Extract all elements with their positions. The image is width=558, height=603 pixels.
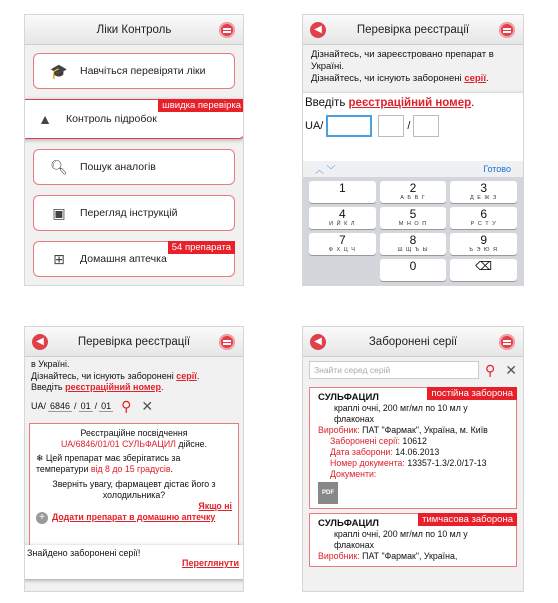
menu-item-instructions[interactable] bbox=[33, 195, 235, 231]
code-row bbox=[305, 115, 519, 137]
add-icon: + bbox=[36, 512, 48, 524]
prompt-text: Введіть bbox=[31, 382, 63, 392]
menu-item-label: Пошук аналогів bbox=[80, 161, 156, 173]
intro-line: Дізнайтесь, чи зареєстровано препарат в Україні. bbox=[311, 49, 494, 72]
maker-label: Виробник: bbox=[318, 425, 360, 435]
digit-key[interactable] bbox=[450, 181, 517, 203]
graduation-cap-icon: 🎓 bbox=[50, 62, 68, 79]
intro-text bbox=[25, 357, 243, 396]
ua-prefix: UA/ bbox=[31, 401, 47, 411]
storage-text: Цей препарат має зберігатись за температури bbox=[36, 452, 181, 474]
drug-name: СУЛЬФАЦИЛ bbox=[318, 518, 379, 529]
drug-desc: краплі очні, 200 мг/мл по 10 мл у флаконах bbox=[334, 529, 468, 550]
screen-title: Перевірка реєстрації bbox=[77, 335, 191, 348]
key-digit: 2 bbox=[409, 181, 417, 195]
maker-value: ПАТ "Фармак", Україна, м. Київ bbox=[362, 425, 488, 435]
menu-icon[interactable] bbox=[499, 22, 515, 38]
if-not-row bbox=[36, 501, 232, 512]
intro-line: в Україні. bbox=[31, 359, 70, 369]
code-field-2[interactable] bbox=[378, 115, 404, 137]
date-value: 14.06.2013 bbox=[395, 447, 440, 457]
ban-type-badge: постійна заборона bbox=[427, 387, 517, 400]
code-field-1[interactable]: 6846 bbox=[50, 400, 71, 411]
pdf-icon[interactable]: PDF bbox=[318, 482, 338, 504]
doc-row bbox=[318, 458, 508, 469]
key-letters: Ф Х Ц Ч bbox=[328, 247, 356, 253]
count-badge: 54 препарата bbox=[168, 241, 235, 254]
key-digit: 5 bbox=[409, 207, 417, 221]
screen-title: Ліки Контроль bbox=[96, 23, 172, 36]
keyboard-toolbar bbox=[303, 161, 523, 177]
nav-arrows-icon[interactable]: ︿ ﹀ bbox=[315, 164, 336, 175]
series-row bbox=[318, 436, 508, 447]
menu-icon[interactable] bbox=[499, 334, 515, 350]
menu-icon[interactable] bbox=[219, 22, 235, 38]
key-letters: М Н О П bbox=[398, 221, 428, 227]
registration-number-link[interactable]: реєстраційний номер bbox=[348, 97, 472, 109]
search-icon[interactable]: ⚲ bbox=[121, 397, 132, 414]
numeric-keyboard bbox=[303, 161, 523, 285]
top-bar bbox=[25, 327, 243, 357]
date-row bbox=[318, 447, 508, 458]
code-field-3[interactable] bbox=[413, 115, 439, 137]
result-title: Реєстраційне посвідчення bbox=[80, 427, 188, 438]
key-digit: 9 bbox=[480, 233, 487, 247]
backspace-key[interactable] bbox=[450, 259, 517, 281]
banned-series-card[interactable] bbox=[309, 387, 517, 509]
date-label: Дата заборони: bbox=[330, 447, 393, 457]
registration-number-link[interactable]: реєстраційний номер bbox=[65, 382, 162, 392]
keys-grid bbox=[303, 177, 523, 285]
view-link[interactable]: Переглянути bbox=[182, 558, 239, 568]
result-card bbox=[29, 423, 239, 549]
intro-line: Дізнайтесь, чи існують заборонені серії. bbox=[31, 370, 200, 381]
maker-row bbox=[318, 425, 508, 436]
close-icon[interactable]: ✕ bbox=[141, 397, 154, 414]
registration-input-card bbox=[302, 93, 524, 161]
key-digit: 1 bbox=[338, 181, 346, 195]
empty-key bbox=[309, 259, 376, 281]
add-to-kit-link[interactable]: Додати препарат в домашню аптечку bbox=[52, 511, 216, 522]
screen-registration-entry bbox=[302, 14, 524, 286]
key-digit: 3 bbox=[480, 181, 487, 195]
screen-main-menu bbox=[24, 14, 244, 286]
intro-text-part: Дізнайтесь, чи існують заборонені bbox=[31, 370, 174, 381]
key-letters: И Й К Л bbox=[329, 221, 356, 227]
screen-registration-result bbox=[24, 326, 244, 592]
digit-key[interactable] bbox=[380, 233, 447, 255]
back-icon[interactable]: ◀ bbox=[310, 334, 326, 350]
doc-label: Номер документа: bbox=[330, 458, 405, 468]
intro-line: Дізнайтесь, чи існують заборонені серії. bbox=[311, 73, 489, 84]
key-digit: 6 bbox=[480, 207, 487, 221]
code-field-1[interactable] bbox=[326, 115, 372, 137]
screen-title: Перевірка реєстрації bbox=[356, 23, 470, 36]
if-not-link[interactable]: Якщо ні bbox=[198, 500, 232, 511]
menu-icon[interactable] bbox=[219, 334, 235, 350]
back-icon[interactable]: ◀ bbox=[32, 334, 48, 350]
documents-label: Документи: bbox=[330, 469, 377, 479]
doc-value: 13357-1.3/2.0/17-13 bbox=[407, 458, 487, 468]
code-row: UA/ 6846 / 01 / 01 ⚲ ✕ bbox=[31, 397, 154, 414]
search-icon[interactable]: ⚲ bbox=[485, 361, 496, 378]
key-letters: А Б В Г bbox=[400, 195, 426, 201]
drug-name: СУЛЬФАЦИЛ bbox=[318, 392, 379, 403]
close-icon[interactable]: ✕ bbox=[505, 361, 517, 378]
series-search bbox=[303, 357, 523, 383]
menu-item-label: Домашня аптечка bbox=[80, 253, 167, 265]
add-to-kit-row[interactable] bbox=[36, 512, 232, 524]
digit-key[interactable] bbox=[380, 181, 447, 203]
maker-label: Виробник: bbox=[318, 551, 360, 561]
menu-item-label: Контроль підробок bbox=[66, 113, 157, 125]
screen-title: Заборонені серії bbox=[368, 335, 458, 348]
found-text: Знайдено заборонені серії! bbox=[27, 548, 141, 558]
maker-row bbox=[318, 551, 508, 562]
code-field-3[interactable]: 01 bbox=[101, 400, 112, 411]
key-digit: 4 bbox=[338, 207, 346, 221]
menu-item-home-kit[interactable] bbox=[33, 241, 235, 277]
prompt-text: Введіть bbox=[305, 97, 346, 109]
search-icon: 🔍︎ bbox=[50, 158, 68, 175]
back-icon[interactable]: ◀ bbox=[310, 22, 326, 38]
digit-key[interactable] bbox=[450, 233, 517, 255]
series-value: 10612 bbox=[402, 436, 427, 446]
key-digit: 8 bbox=[409, 233, 417, 247]
digit-key[interactable] bbox=[380, 207, 447, 229]
slash: / bbox=[407, 120, 411, 132]
digit-key[interactable] bbox=[380, 259, 447, 281]
maker-value: ПАТ "Фармак", Україна, bbox=[362, 551, 458, 561]
prompt: Введіть реєстраційний номер. bbox=[305, 97, 475, 109]
key-letters: Ш Щ Ъ Ы bbox=[397, 247, 429, 253]
ua-prefix: UA/ bbox=[305, 120, 324, 132]
banned-series-found-card bbox=[24, 545, 244, 579]
series-link[interactable]: серії bbox=[464, 73, 486, 84]
fridge-question: Зверніть увагу, фармацевт дістає його з холодильника? bbox=[52, 478, 216, 500]
intro-text bbox=[303, 45, 523, 85]
instruction-icon: ▣ bbox=[52, 204, 66, 221]
menu-item-label: Навчіться перевіряти ліки bbox=[80, 65, 206, 77]
top-bar bbox=[303, 15, 523, 45]
ban-type-badge: тимчасова заборона bbox=[418, 513, 517, 526]
prompt: Введіть реєстраційний номер. bbox=[31, 382, 164, 392]
key-digit: 0 bbox=[409, 259, 417, 273]
intro-text-part: Дізнайтесь, чи існують заборонені bbox=[311, 73, 462, 84]
key-letters: Д Е Ж З bbox=[469, 195, 498, 201]
top-bar bbox=[25, 15, 243, 45]
main-menu bbox=[25, 45, 243, 286]
key-digit: 7 bbox=[338, 233, 346, 247]
banned-series-card[interactable] bbox=[309, 513, 517, 567]
validity: дійсне. bbox=[178, 438, 208, 449]
result-status bbox=[36, 439, 232, 450]
series-label: Заборонені серії: bbox=[330, 436, 400, 446]
quick-check-badge: швидка перевірка bbox=[158, 99, 244, 112]
menu-item-learn[interactable] bbox=[33, 53, 235, 89]
storage-temp: від 8 до 15 градусів bbox=[90, 463, 171, 474]
top-bar bbox=[303, 327, 523, 357]
drug-desc: краплі очні, 200 мг/мл по 10 мл у флаконах bbox=[334, 403, 468, 424]
key-letters: Ь Э Ю Я bbox=[469, 247, 498, 253]
done-button[interactable]: Готово bbox=[483, 164, 511, 174]
digit-key[interactable] bbox=[309, 233, 376, 255]
menu-item-label: Перегляд інструкцій bbox=[80, 207, 178, 219]
series-search-input[interactable]: Знайти серед серій bbox=[309, 361, 479, 379]
series-link[interactable]: серії bbox=[176, 370, 197, 381]
storage-note: ❄ Цей препарат має зберігатись за температури від 8 до 15 градусів. bbox=[36, 452, 181, 474]
first-aid-kit-icon: ⊞ bbox=[53, 250, 65, 267]
key-letters: Р С Т У bbox=[470, 221, 497, 227]
key-digit: ⌫ bbox=[475, 259, 493, 273]
warning-icon: ▲ bbox=[38, 111, 52, 127]
digit-key[interactable] bbox=[450, 207, 517, 229]
registration-code: UA/6846/01/01 СУЛЬФАЦИЛ bbox=[60, 438, 176, 449]
digit-key[interactable] bbox=[309, 181, 376, 203]
screen-banned-series bbox=[302, 326, 524, 592]
menu-item-analogs[interactable] bbox=[33, 149, 235, 185]
code-field-2[interactable]: 01 bbox=[80, 400, 91, 411]
menu-item-counterfeit-control[interactable] bbox=[24, 99, 244, 139]
thermometer-icon: ❄ bbox=[36, 452, 44, 463]
digit-key[interactable] bbox=[309, 207, 376, 229]
